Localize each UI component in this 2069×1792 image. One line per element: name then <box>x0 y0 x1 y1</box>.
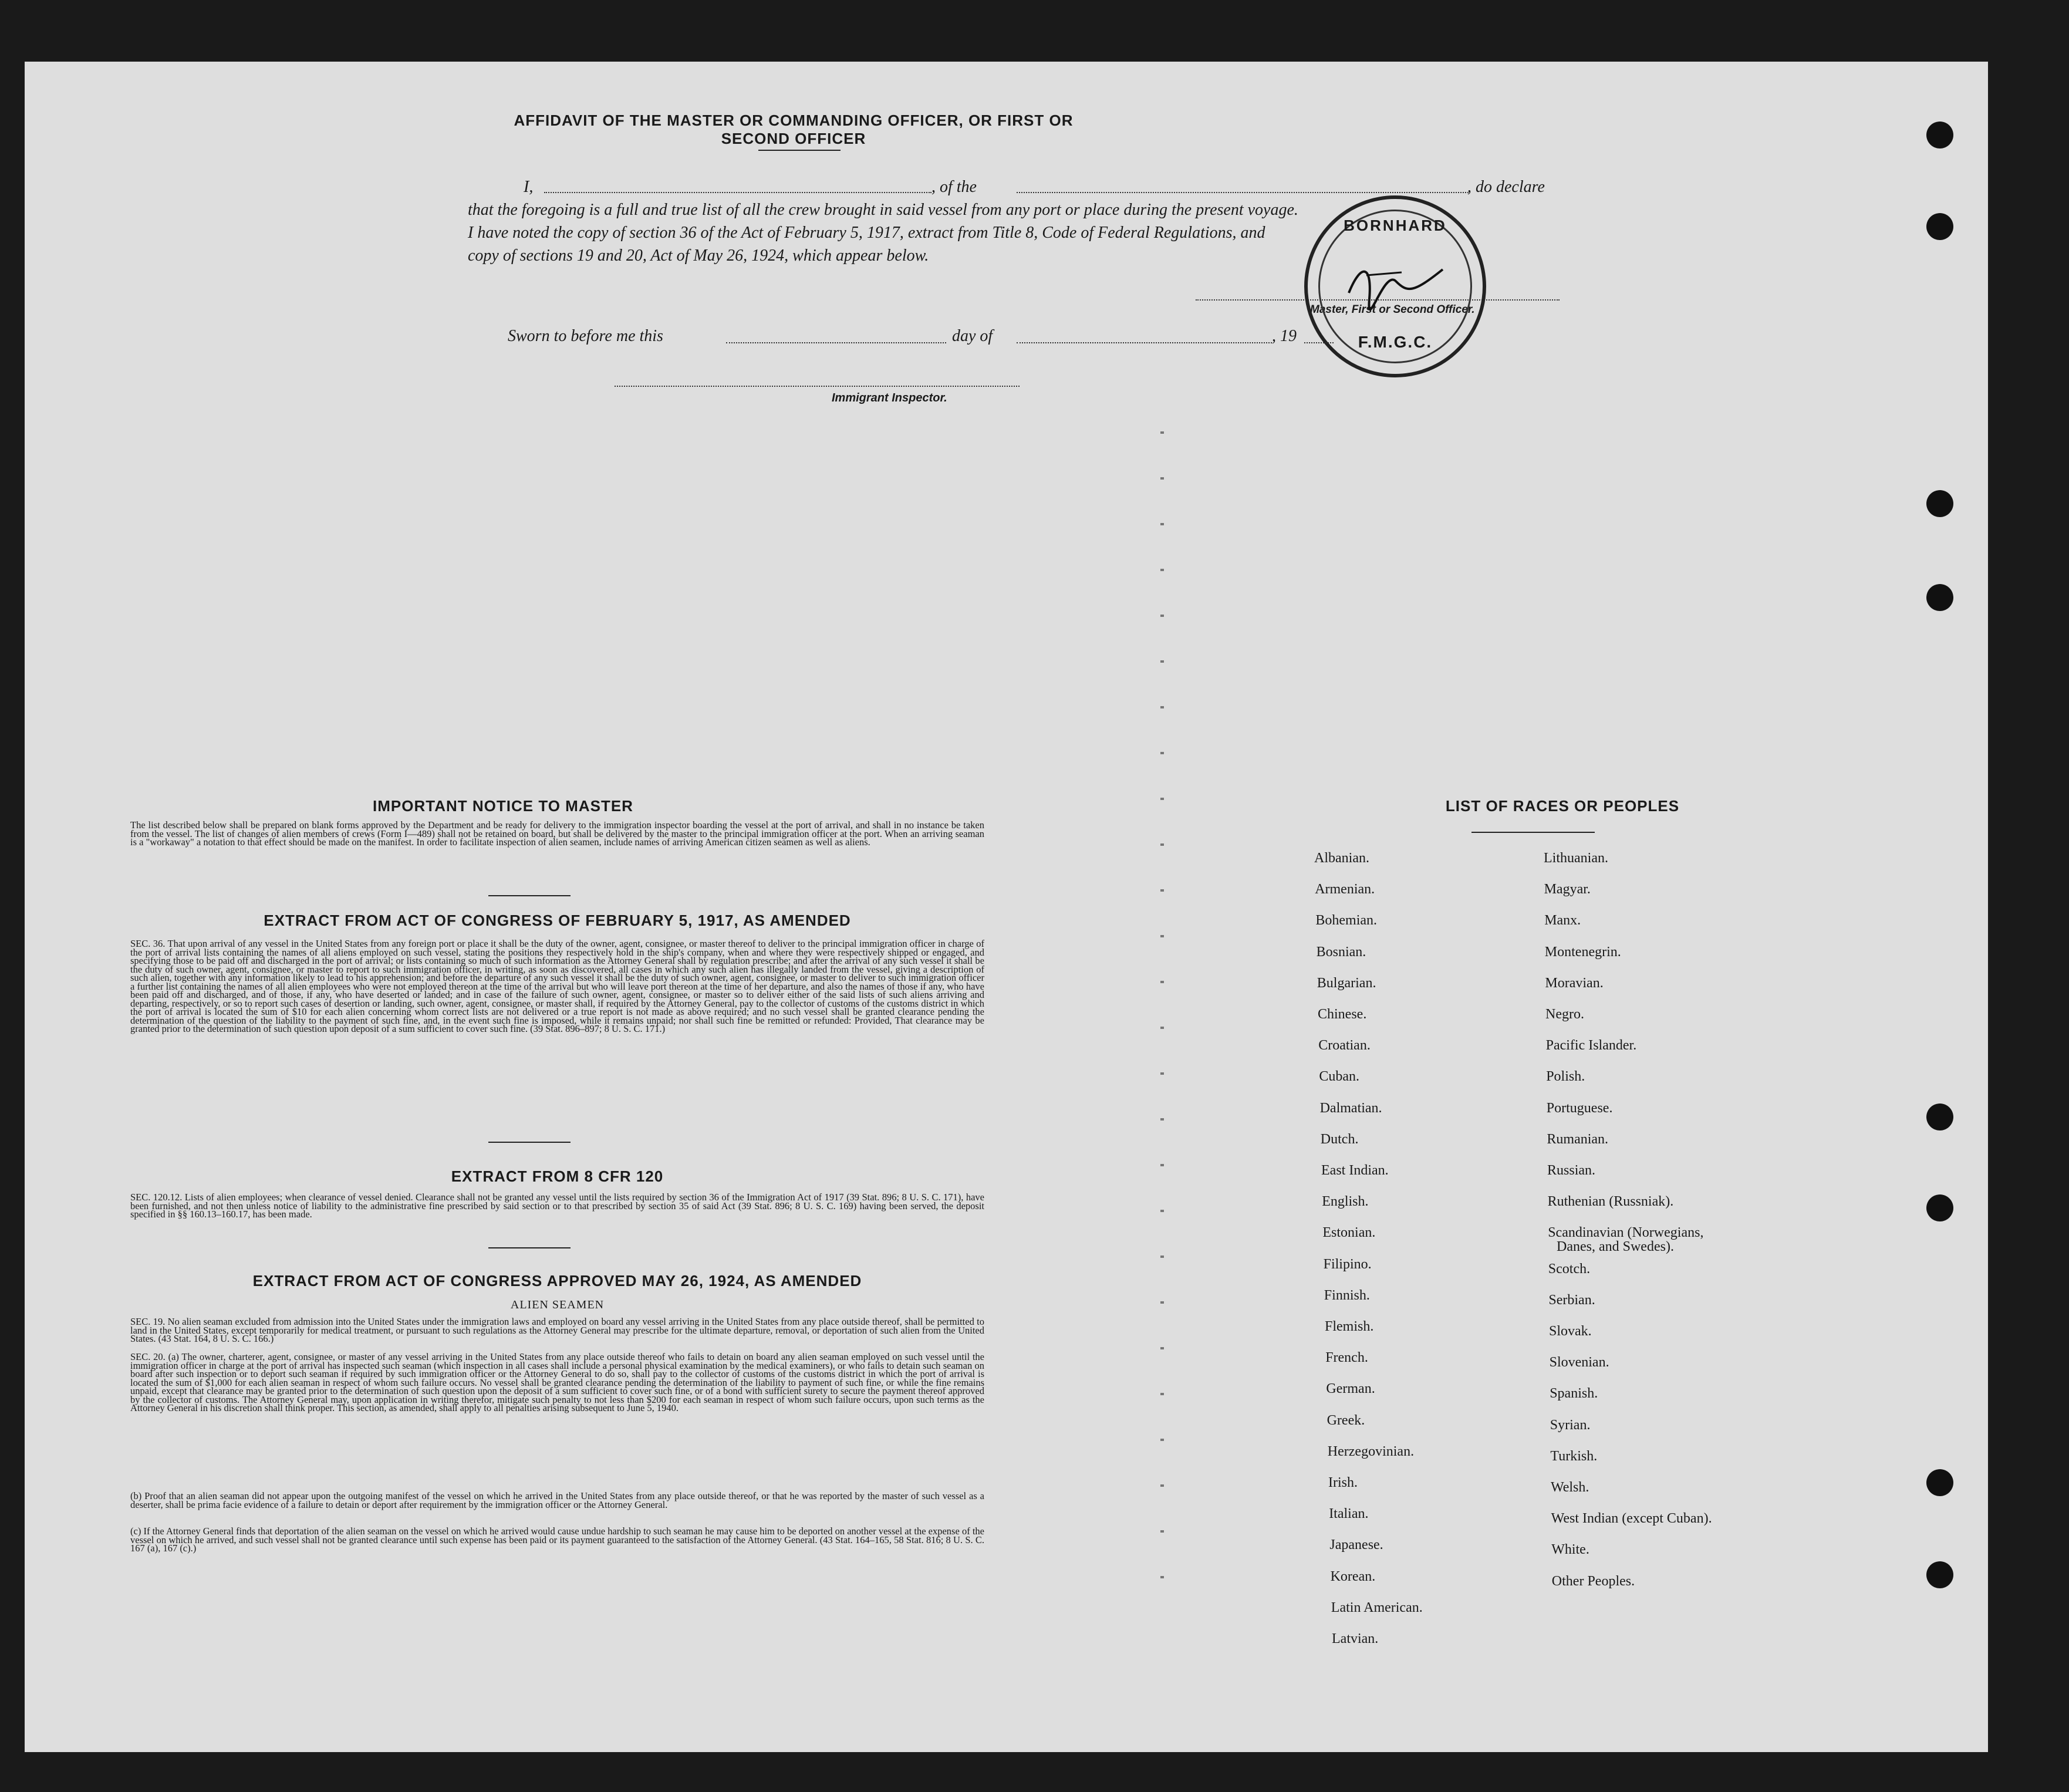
race-item: Italian. <box>1329 1506 1369 1522</box>
race-item: Scandinavian (Norwegians, <box>1548 1225 1704 1241</box>
race-item: Chinese. <box>1318 1007 1367 1022</box>
race-item: Latin American. <box>1331 1599 1423 1615</box>
race-item: Finnish. <box>1324 1287 1370 1303</box>
race-item: Manx. <box>1544 913 1581 929</box>
affidavit-do-declare: , do declare <box>1467 178 1545 196</box>
signature-caption: Master, First or Second Officer. <box>1310 303 1475 316</box>
punch-hole <box>1926 1103 1953 1130</box>
divider <box>758 150 841 151</box>
race-item: Japanese. <box>1329 1537 1383 1553</box>
affidavit-title: AFFIDAVIT OF THE MASTER OR COMMANDING OFFICER, OR FIRST OR SECOND OFFICER <box>514 112 1074 147</box>
affidavit-of-the: , of the <box>931 178 977 196</box>
race-item: Estonian. <box>1322 1225 1376 1241</box>
race-item: Filipino. <box>1323 1256 1372 1272</box>
extract-1924-sec20c: (c) If the Attorney General finds that deportation of the alien seaman on the vessel on which he arrived would cause undue hardship to such seaman he may cause him to be deported on another vessel at the expense of the vessel on which he arrived, and such vessel shall not be granted clearance until such expense has been paid or its payment guaranteed to the satisfaction of the Attorney General. (43 Stat. 164–165, 58 Stat. 816; 8 U. S. C. 167 (a), 167 (c).) <box>130 1526 984 1554</box>
extract-1924-sec19: SEC. 19. No alien seaman excluded from admission into the United States under the immigration laws and employed on board any vessel arriving in the United States from any place outside thereof, shall be permitted to land in the United States, except temporarily for medical treatment, or pursuant to such regulations as the Attorney General may prescribe for the ultimate departure, removal, or deportation of such alien from the United States. (43 Stat. 164, 8 U. S. C. 166.) <box>130 1316 984 1344</box>
punch-hole <box>1926 1561 1953 1588</box>
punch-hole <box>1926 122 1953 149</box>
race-item: Portuguese. <box>1546 1100 1613 1116</box>
extract-cfr-body: SEC. 120.12. Lists of alien employees; when clearance of vessel denied. Clearance shall not be granted any vessel until the lists required by section 36 of the Immigration Act of 1917 (39 Stat. 896; 8 U. S. C. 171), have been furnished, and not then unless notice of liability to the administrative fine prescribed by said section or to that prescribed by section 35 of said Act (39 Stat. 896; 8 U. S. C. 169) having been served, the deposit specified in §§ 160.13–160.17, has been made. <box>130 1192 984 1220</box>
extract-1917-title: EXTRACT FROM ACT OF CONGRESS OF FEBRUARY 5, 1917, AS AMENDED <box>264 912 851 929</box>
race-item: Dutch. <box>1320 1131 1359 1147</box>
race-item: Slovenian. <box>1549 1355 1609 1371</box>
signature-scribble <box>1343 252 1449 316</box>
race-item: Welsh. <box>1551 1480 1589 1495</box>
race-item: White. <box>1551 1542 1589 1558</box>
race-item: Herzegovinian. <box>1327 1443 1415 1459</box>
sworn-month-field[interactable] <box>1017 342 1272 343</box>
race-item: Magyar. <box>1544 882 1591 897</box>
extract-1924-subtitle: ALIEN SEAMEN <box>510 1298 605 1311</box>
race-item: German. <box>1326 1381 1375 1397</box>
punch-hole <box>1926 584 1953 611</box>
seal-stamp <box>1304 195 1486 377</box>
stamp-bottom-text: F.M.G.C. <box>1358 333 1433 351</box>
punch-hole <box>1926 490 1953 517</box>
race-item: Albanian. <box>1314 851 1369 866</box>
race-item: East Indian. <box>1321 1163 1389 1178</box>
notice-title: IMPORTANT NOTICE TO MASTER <box>373 797 633 815</box>
race-item: Ruthenian (Russniak). <box>1547 1194 1674 1210</box>
race-item: Korean. <box>1330 1568 1376 1584</box>
vessel-field[interactable] <box>1017 192 1469 193</box>
stamp-top-text: BORNHARD <box>1344 217 1447 234</box>
divider <box>1471 832 1595 833</box>
race-item: Other Peoples. <box>1551 1573 1635 1589</box>
race-item: Pacific Islander. <box>1545 1038 1637 1054</box>
extract-1924-title: EXTRACT FROM ACT OF CONGRESS APPROVED MAY 26, 1924, AS AMENDED <box>252 1272 862 1290</box>
extract-cfr-title: EXTRACT FROM 8 CFR 120 <box>451 1167 664 1185</box>
race-item: Scotch. <box>1548 1261 1591 1277</box>
race-item: Montenegrin. <box>1544 944 1621 960</box>
race-item: Syrian. <box>1550 1417 1591 1433</box>
extract-1924-sec20a: SEC. 20. (a) The owner, charterer, agent, consignee, or master of any vessel arriving in the United States from any place outside thereof who fails to detain on board any alien seaman employed on such vessel until the immigration officer in charge at the port of arrival has inspected such seaman (which inspection in all cases shall include a personal physical examination by the medical examiners), or who fails to detain such seaman on board after such inspection or to deport such seaman if required by such immigration officer or the Attorney General to do so, shall pay to the collector of customs of the customs district in which the port of arrival is located the sum of $1,000 for each alien seaman in respect of whom such failure occurs. No vessel shall be granted clearance pending the determination of the liability to payment of such fine, or while the fine remains unpaid, except that clearance may be granted prior to the determination of such question upon the deposit of a sum sufficient to cover such fine, or of a bond with sufficient surety to secure the payment thereof approved by the collector of customs. The Attorney General may, upon application in writing therefor, mitigate such penalty to not less than $200 for each seaman in respect of whom such failure occurs, upon such terms as the Attorney General in his discretion shall think proper. This section, as amended, shall apply to all penalties arising subsequent to June 5, 1940. <box>130 1351 984 1413</box>
race-item: Serbian. <box>1548 1292 1595 1308</box>
race-item: Negro. <box>1545 1007 1584 1022</box>
race-item: Spanish. <box>1550 1386 1598 1402</box>
race-item: Bohemian. <box>1315 913 1378 929</box>
race-item: Polish. <box>1546 1069 1585 1085</box>
race-item: Latvian. <box>1332 1631 1379 1646</box>
race-item: Dalmatian. <box>1319 1100 1382 1116</box>
extract-1924-sec20b: (b) Proof that an alien seaman did not appear upon the outgoing manifest of the vessel on which he arrived in the United States from any place outside thereof, or that he was reported by the master of such vessel as a deserter, shall be prima facie evidence of a failure to detain or deport after requirement by the immigration officer or the Attorney General. <box>130 1490 984 1510</box>
race-item: Turkish. <box>1550 1448 1598 1464</box>
affidavit-line4: copy of sections 19 and 20, Act of May 26, 1924, which appear below. <box>468 247 929 265</box>
notice-body: The list described below shall be prepared on blank forms approved by the Department and be ready for delivery to the immigration inspector boarding the vessel at the port of arrival, and shall in no instance be taken from the vessel. The list of changes of alien members of crews (Form I—489) shall not be retained on board, but shall be delivered by the master to the principal immigration officer at the port. When an arriving seaman is a "workaway" a notation to that effect should be made on the manifest. In order to facilitate inspection of alien seamen, include names of arriving American citizen seamen as well as aliens. <box>130 819 984 848</box>
sworn-year-field[interactable] <box>1304 342 1334 343</box>
sworn-day-field[interactable] <box>726 342 946 343</box>
divider <box>488 895 571 896</box>
race-item: Croatian. <box>1318 1038 1371 1054</box>
punch-hole <box>1926 1194 1953 1221</box>
inspector-caption: Immigrant Inspector. <box>832 392 947 404</box>
race-item: Bosnian. <box>1316 944 1366 960</box>
divider <box>488 1142 571 1143</box>
affidavit-line2: that the foregoing is a full and true list of all the crew brought in said vessel from any port or place during the present voyage. <box>468 201 1298 219</box>
race-item: Armenian. <box>1315 882 1375 897</box>
race-item: French. <box>1325 1350 1368 1366</box>
affidavit-line3: I have noted the copy of section 36 of the Act of February 5, 1917, extract from Title 8, Code of Federal Regulations, and <box>468 224 1265 242</box>
punch-hole <box>1926 213 1953 240</box>
race-item: Greek. <box>1327 1412 1365 1428</box>
race-item: Moravian. <box>1545 975 1604 991</box>
divider <box>488 1247 571 1248</box>
extract-1917-body: SEC. 36. That upon arrival of any vessel in the United States from any foreign port or place it shall be the duty of the owner, agent, consignee, or master thereof to deliver to the principal immigration officer in charge of the port of arrival lists containing the names of all aliens employed on such vessel, stating the positions they respectively hold in the ship's company, when and where they were respectively shipped or engaged, and specifying those to be paid off and discharged in the port of arrival; or lists containing so much of such information as the Attorney General shall by regulation prescribe; and after the arrival of any such vessel it shall be the duty of such owner, agent, consignee, or master to report to such immigration officer, in writing, as soon as discovered, all cases in which any such alien has illegally landed from the vessel, giving a description of such alien, together with any information likely to lead to his apprehension; and before the departure of any such vessel it shall be the duty of such owner, agent, consignee, or master to deliver to such immigration officer a further list containing the names of all alien employees who were not employed thereon at the time of the arrival but who will leave port thereon at the time of her departure, and also the names of those if any, who have been paid off and discharged, and of those, if any, who have deserted or landed; and in case of the failure of such owner, agent, consignee, or master so to deliver either of the said lists of such aliens arriving and departing, respectively, or so to report such cases of desertion or landing, such owner, agent, consignee, or master shall, if required by the Attorney General, pay to the collector of customs of the customs district in which the port of arrival is located the sum of $10 for each alien concerning whom correct lists are not delivered or a true report is not made as above required; and no such vessel shall be granted clearance pending the determination of the question of the liability to the payment of such fine, and, in the event such fine is imposed, while it remains unpaid; nor shall such fine be remitted or refunded: Provided, That clearance may be granted prior to the determination of such question upon deposit of a sum sufficient to cover such fine. (39 Stat. 896–897; 8 U. S. C. 171.) <box>130 938 984 1034</box>
affidavit-i: I, <box>524 178 534 196</box>
punch-hole <box>1926 1469 1953 1496</box>
race-item: West Indian (except Cuban). <box>1551 1511 1712 1527</box>
race-item: Bulgarian. <box>1317 975 1376 991</box>
race-item: Irish. <box>1328 1475 1358 1490</box>
race-item: Danes, and Swedes). <box>1557 1239 1674 1255</box>
race-item: Rumanian. <box>1547 1131 1609 1147</box>
race-item: Flemish. <box>1325 1319 1374 1334</box>
name-field[interactable] <box>544 192 931 193</box>
faint-mark-column <box>1160 431 1164 1582</box>
race-item: Slovak. <box>1549 1324 1592 1339</box>
inspector-signature-field[interactable] <box>615 386 1020 387</box>
races-title: LIST OF RACES OR PEOPLES <box>1445 797 1680 815</box>
race-item: Russian. <box>1547 1163 1596 1178</box>
race-item: Cuban. <box>1319 1069 1360 1085</box>
year-label: , 19 <box>1272 327 1297 345</box>
day-of-label: day of <box>952 327 993 345</box>
race-item: Lithuanian. <box>1544 851 1608 866</box>
sworn-label: Sworn to before me this <box>508 327 663 345</box>
document-page <box>25 62 1988 1752</box>
race-item: English. <box>1322 1194 1369 1210</box>
